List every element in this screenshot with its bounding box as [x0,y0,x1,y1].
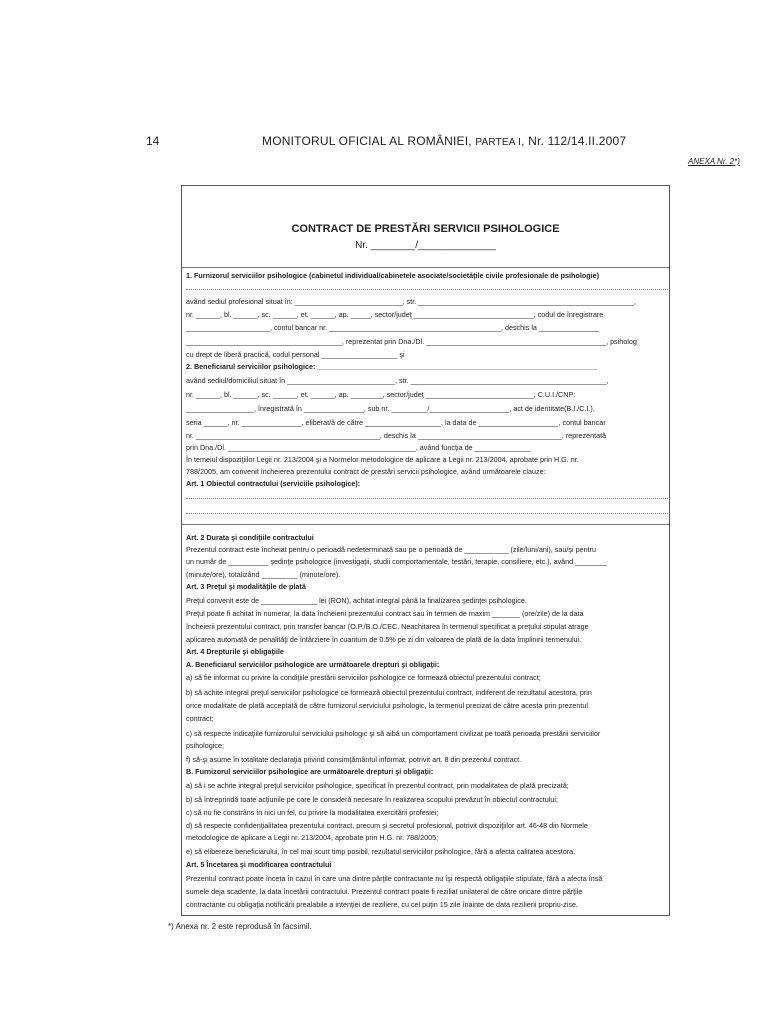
contract-line: a) să i se achite integral preţul serviciilor psihologice, specificat în prezentul contract, prin modalitatea de plată precizată; [186,781,569,790]
contract-line: d) să respecte confidenţialitatea prezentului contract, precum şi secretul profesional, potrivit dispoziţiilor art. 46-48 din Normele [186,821,588,830]
contract-line: 788/2005, am convenit încheierea prezentului contract de prestări servicii psihologice, având următoarele clauze: [186,467,546,476]
contract-line: nr. ______, bl. ______, sc. ______, et. ______, ap. _____, sector/judeţ ______________________________, codul de înregistrare [186,310,604,319]
contract-line: f) să-şi asume în totalitate declaraţia privind consimţământul informat, potrivit art. 8 din prezentul contract. [186,755,522,764]
contract-line: Prezentul contract poate înceta în cazul în care una dintre părţile contractante nu îşi respectă obligaţiile stipulate, fără a afecta însă [186,874,603,883]
contract-line: _________________, înregistrată în _______________, sub nr. _________/____________________, act de identitate(B.I./C.I.), [186,404,595,413]
header-title-main: MONITORUL OFICIAL AL ROMÂNIEI, [262,134,476,148]
contract-line: aplicarea automată de penalităţi de întârziere în cuantum de 0.5% pe zi din valoarea de plată de la data împlinirii termenului. [186,635,582,644]
contract-line: b) să întreprindă toate acţiunile pe care le consideră necesare în realizarea scopului prevăzut în obiectul contractului; [186,795,558,804]
contract-title: CONTRACT DE PRESTĂRI SERVICII PSIHOLOGICE [291,223,560,235]
contract-line: Art. 1 Obiectul contractului (serviciile psihologice): [186,479,361,488]
contract-line: Art. 2 Durata şi condiţiile contractului [186,533,314,542]
gazette-header [262,134,626,148]
contract-line: sumele deja scadente, la data încetării contractului. Prezentul contract poate fi reziliat unilateral de către oricare dintre părţile [186,887,583,896]
contract-line: _______________________________________, reprezentat prin Dna./Dl. _____________________________________________, psiholog [186,337,637,346]
contract-line: (minute/ore), totalizând _________ (minute/ore). [186,570,341,579]
contract-line: A. Beneficiarul serviciilor psihologice are următoarele drepturi şi obligaţii: [186,660,440,669]
contract-line: metodologice de aplicare a Legii nr. 213/2004, aprobate prin H.G. nr. 788/2005; [186,833,439,842]
contract-line: având sediul/domiciliul situat în ___________________________, str. _________________________________________________, [186,376,609,385]
contract-line: psihologice; [186,741,224,750]
contract-line: având sediul profesional situat în: ___________________________, str. ______________________________________________________, [186,297,637,306]
section-rule [182,267,669,268]
contract-number-line: Nr. ________/______________ [355,240,496,251]
contract-line: orice modalitate de plată acceptată de către furnizorul serviciului psihologic, la termenul precizat de către acesta prin prezentul [186,701,588,710]
contract-line: b) să achite integral preţul serviciilor psihologice ce formează obiectul prezentului contract, indiferent de rezultatul acestora, prin [186,688,592,697]
contract-line: Preţul convenit este de ______________ lei (RON), achitat integral până la finalizarea şedinţei psihologice. [186,596,527,605]
contract-line: 1. Furnizorul serviciilor psihologice (cabinetul individual/cabinetele asociate/societăţile civile profesionale de psihologie) [186,271,599,280]
contract-line: _____________________, contul bancar nr. ___________________________________________, deschis la _______________ [186,323,599,332]
contract-line: contract; [186,714,214,723]
contract-line: Art. 3 Preţul şi modalităţile de plată [186,582,306,591]
contract-line: contractante cu obligaţia notificării prealabile a intenţiei de reziliere, cu cel puţin 15 zile înainte de data rezilierii propriu-zise. [186,900,578,909]
header-title-part: PARTEA I [475,137,522,148]
contract-line: un număr de __________ şedinţe psihologice (investigaţii, studii comportamentale, testări, terapie, consiliere, etc.), având ________ [186,557,608,566]
blank-rule [186,289,668,290]
annex-label: ANEXA Nr. 2*) [688,157,740,166]
contract-line: Art. 4 Drepturile şi obligaţiile [186,647,284,656]
contract-line: În temeiul dispoziţiilor Legii nr. 213/2004 şi a Normelor metodologice de aplicare a Legii nr. 213/2004, aprobate prin H.G. nr. [186,455,579,464]
contract-line: seria ______, nr. _______________, eliberat/ă de către ___________________, la data de ____________________, contul bancar [186,418,606,427]
contract-line: Art. 5 Încetarea şi modificarea contractului [186,860,332,869]
contract-line: B. Furnizorul serviciilor psihologice are următoarele drepturi şi obligaţii: [186,767,434,776]
header-title-rest: , Nr. 112/14.II.2007 [521,134,627,148]
contract-line: Prezentul contract este încheiat pentru o perioadă nedeterminată sau pe o perioadă de ___________ (zile/luni/ani), sau/şi pentru [186,545,596,554]
footnote: *) Anexa nr. 2 este reprodusă în facsimil. [168,922,312,931]
contract-line: a) să fie informat cu privire la condiţiile prestării serviciilor psihologice ce formează obiectul prezentului contract; [186,673,541,682]
contract-line: nr. ______, bl. ______, sc. ______, et. ______, ap. ________, sector/judeţ ___________________________, C.U.I./CNP: [186,390,576,399]
contract-line: Preţul poate fi achitat în numerar, la data încheierii prezentului contract sau în termen de maxim _______ (ore/zile) de la data [186,609,584,618]
contract-line: c) să nu fie constrâns în nici un fel, cu privire la modalitatea exercitării profesiei; [186,808,439,817]
blank-rule [186,498,668,499]
contract-line: nr. ______________________________________________, deschis la ____________________________________, reprezentată [186,431,607,440]
contract-line: 2. Beneficiarul serviciilor psihologice: ______________________________________________________________________ [186,362,598,371]
contract-line: c) să respecte indicaţiile furnizorului serviciului psihologic şi să aibă un comportament civilizat pe toată perioada prestării serviciilor [186,729,601,738]
contract-line: e) să elibereze beneficiarului, în cel mai scurt timp posibil, rezultatul serviciilor psihologice, fără a afecta calitatea acestora. [186,847,576,856]
contract-line: prin Dna./Dl. _______________________________________________, având funcţia de ______________ [186,443,531,452]
page-number: 14 [146,134,160,148]
blank-rule [186,513,668,514]
section-rule [182,524,669,525]
contract-line: încheierii prezentului contract, prin transfer bancar (O.P./B.O./CEC. Neachitarea în termenul specificat a preţului stipulat atrage [186,622,589,631]
contract-line: cu drept de liberă practică, codul personal ___________________ şi [186,350,405,359]
